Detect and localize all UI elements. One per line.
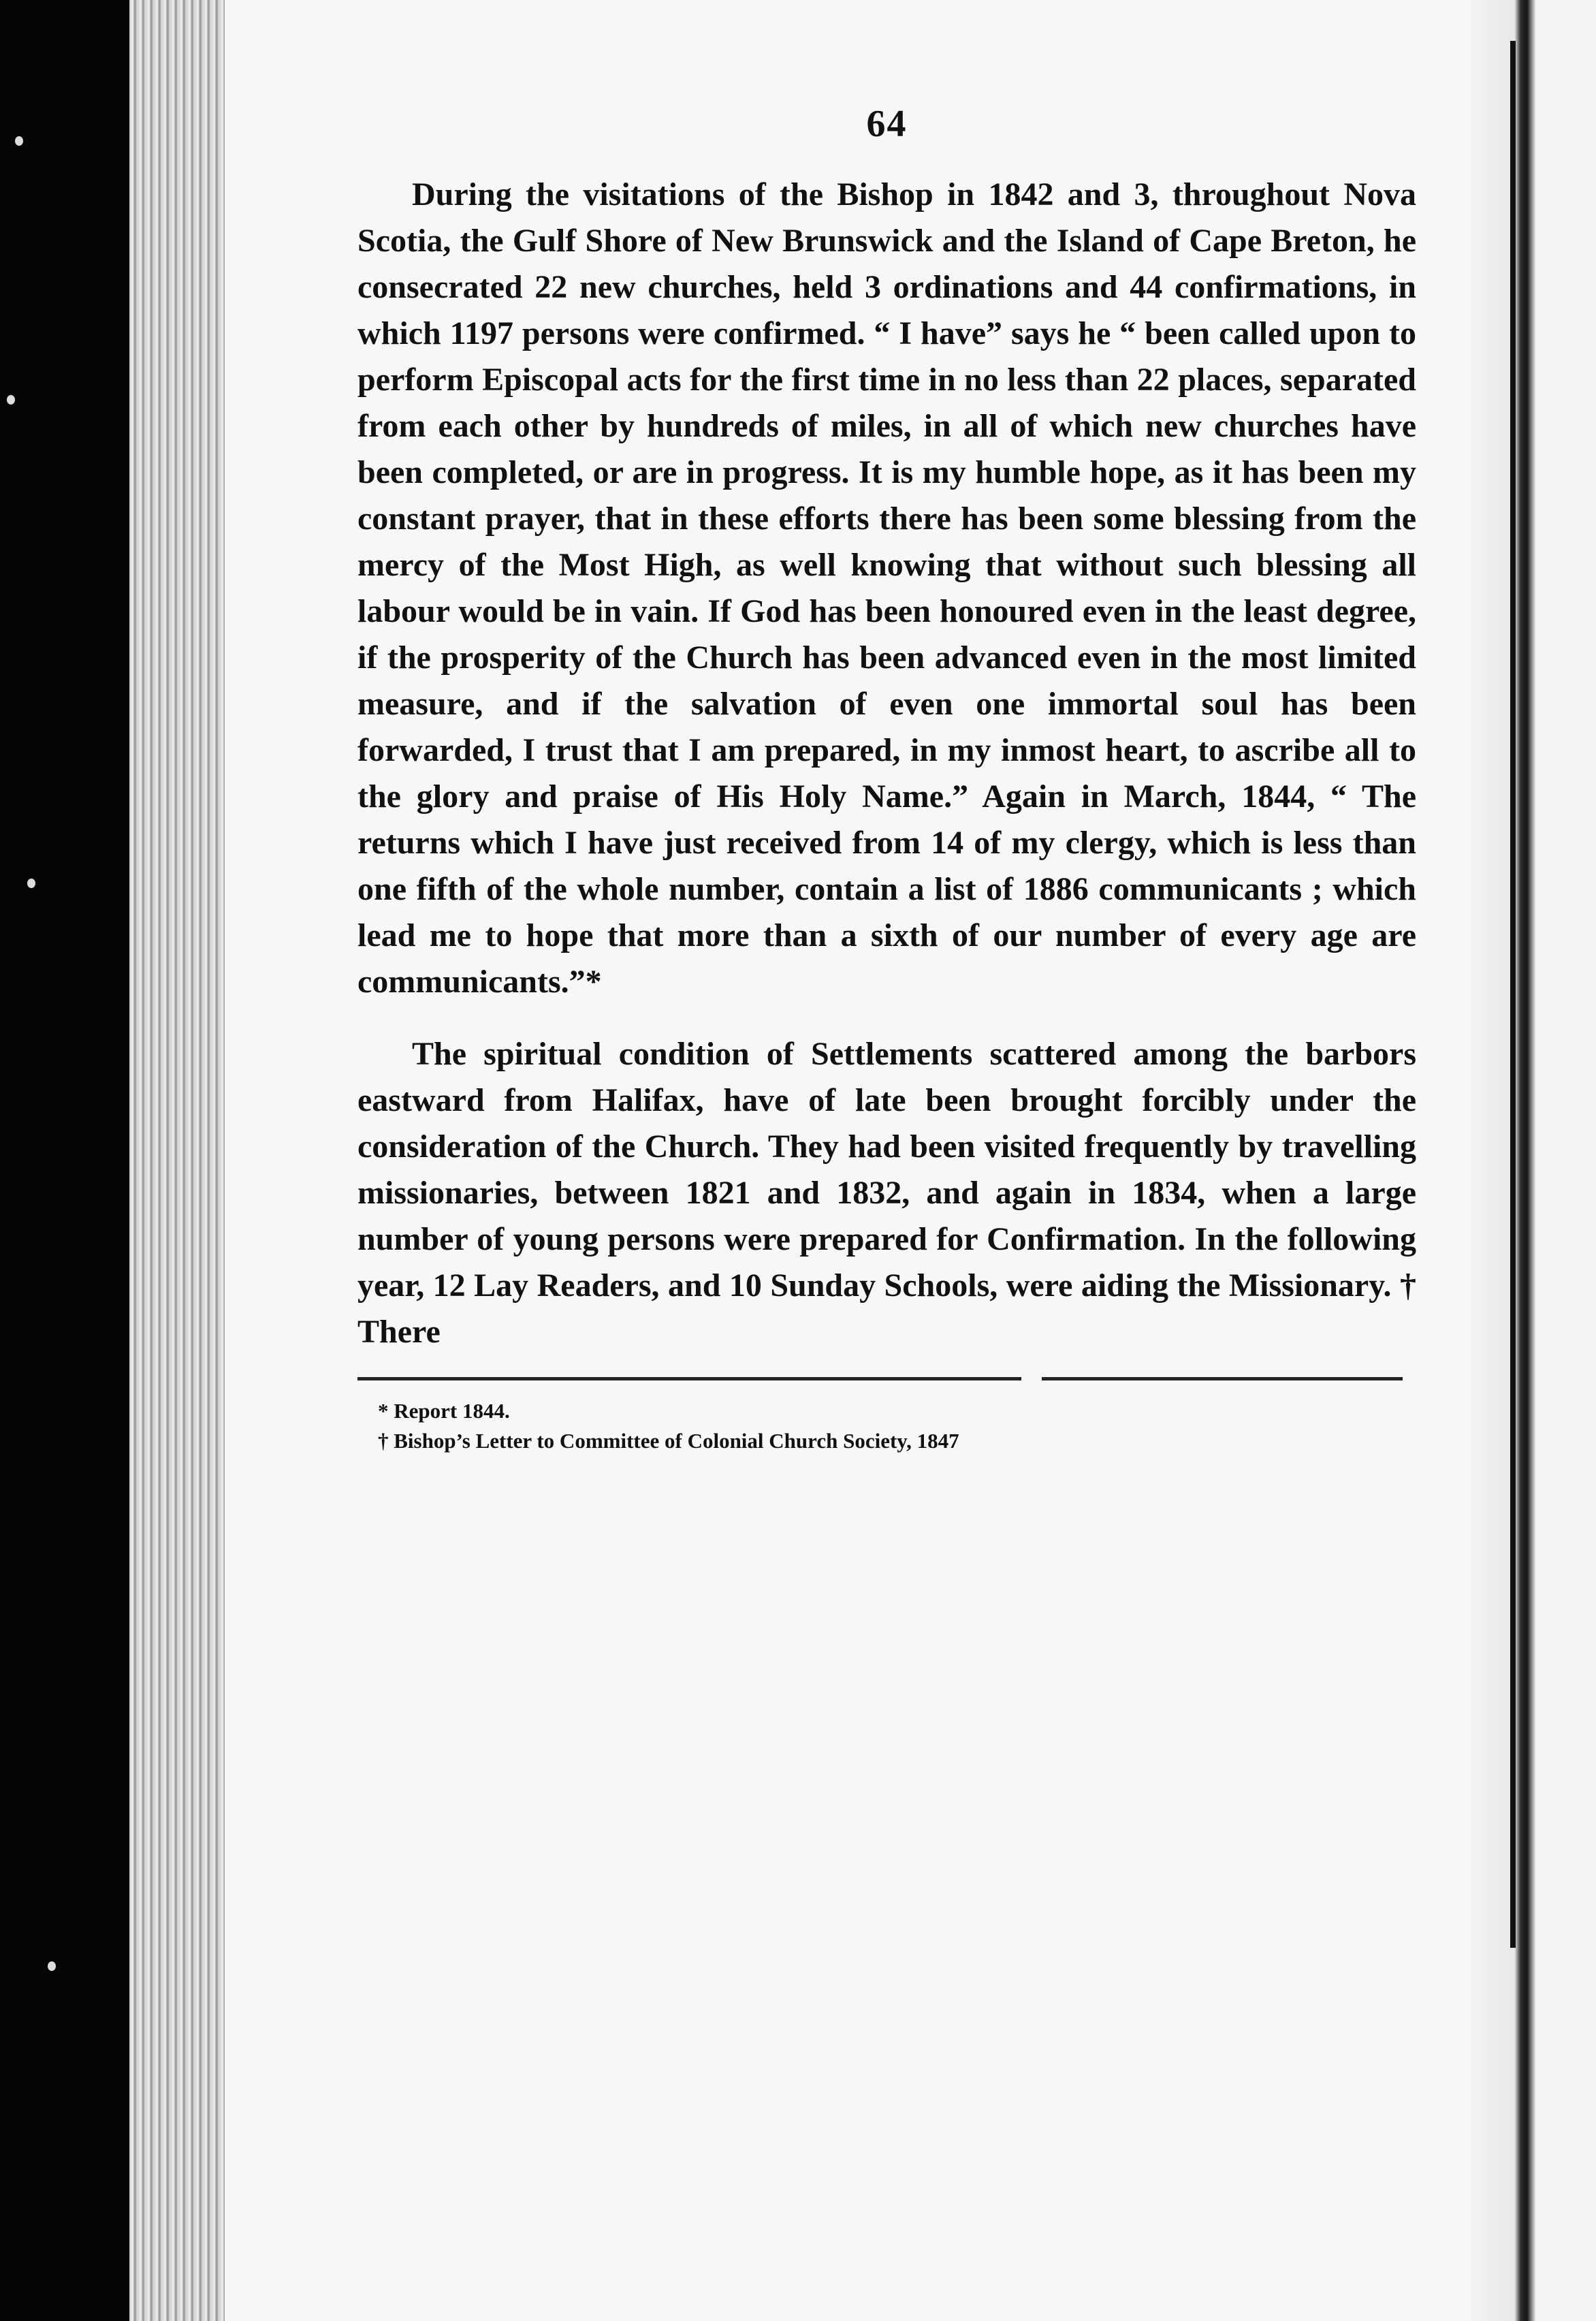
footnote-rule (357, 1374, 1416, 1384)
book-page-edges (129, 0, 238, 2321)
paragraph-1: During the visitations of the Bishop in 1842 and 3, throughout Nova Scotia, the Gulf Shore of New Brunswick and the Island of Cape Breton, he consecrated 22 new churches, held 3 ordinations and 44 confirmations, in which 1197 persons were confirmed. “ I have” says he “ been called upon to perform Episcopal acts for the first time in no less than 22 places, separated from each other by hundreds of miles, in all of which new churches have been completed, or are in progress. It is my humble hope, as it has been my constant prayer, that in these efforts there has been some blessing from the mercy of the Most High, as well knowing that without such blessing all labour would be in vain. If God has been honoured even in the least degree, if the prosperity of the Church has been advanced even in the most limited measure, and if the salvation of even one immortal soul has been forwarded, I trust that I am prepared, in my inmost heart, to ascribe all to the glory and praise of His Holy Name.” Again in March, 1844, “ The returns which I have just received from 14 of my clergy, which is less than one fifth of the whole number, contain a list of 1886 communicants ; which lead me to hope that more than a sixth of our number of every age are communicants.”* (357, 176, 1416, 1000)
page-number: 64 (866, 103, 908, 145)
footnote-2: † Bishop’s Letter to Committee of Colonial Church Society, 1847 (378, 1429, 959, 1453)
book-gutter (1471, 0, 1596, 2321)
binding-shadow (1510, 41, 1516, 1948)
scan-speck (7, 395, 15, 405)
text-column (357, 102, 1416, 1456)
scan-speck (15, 136, 23, 146)
scan-speck (48, 1961, 56, 1971)
footnote-rule-right (1042, 1377, 1403, 1380)
footnote-1: * Report 1844. (378, 1399, 510, 1423)
footnotes (357, 1396, 1416, 1456)
footnote-rule-left (357, 1377, 1021, 1380)
scan-speck (27, 879, 35, 888)
paragraph-2: The spiritual condition of Settlements scattered among the barbors eastward from Halifax, have of late been brought forcibly under the consideration of the Church. They had been visited frequently by travelling missionaries, between 1821 and 1832, and again in 1834, when a large number of young persons were prepared for Confirmation. In the following year, 12 Lay Readers, and 10 Sunday Schools, were aiding the Missionary. † There (357, 1036, 1416, 1350)
